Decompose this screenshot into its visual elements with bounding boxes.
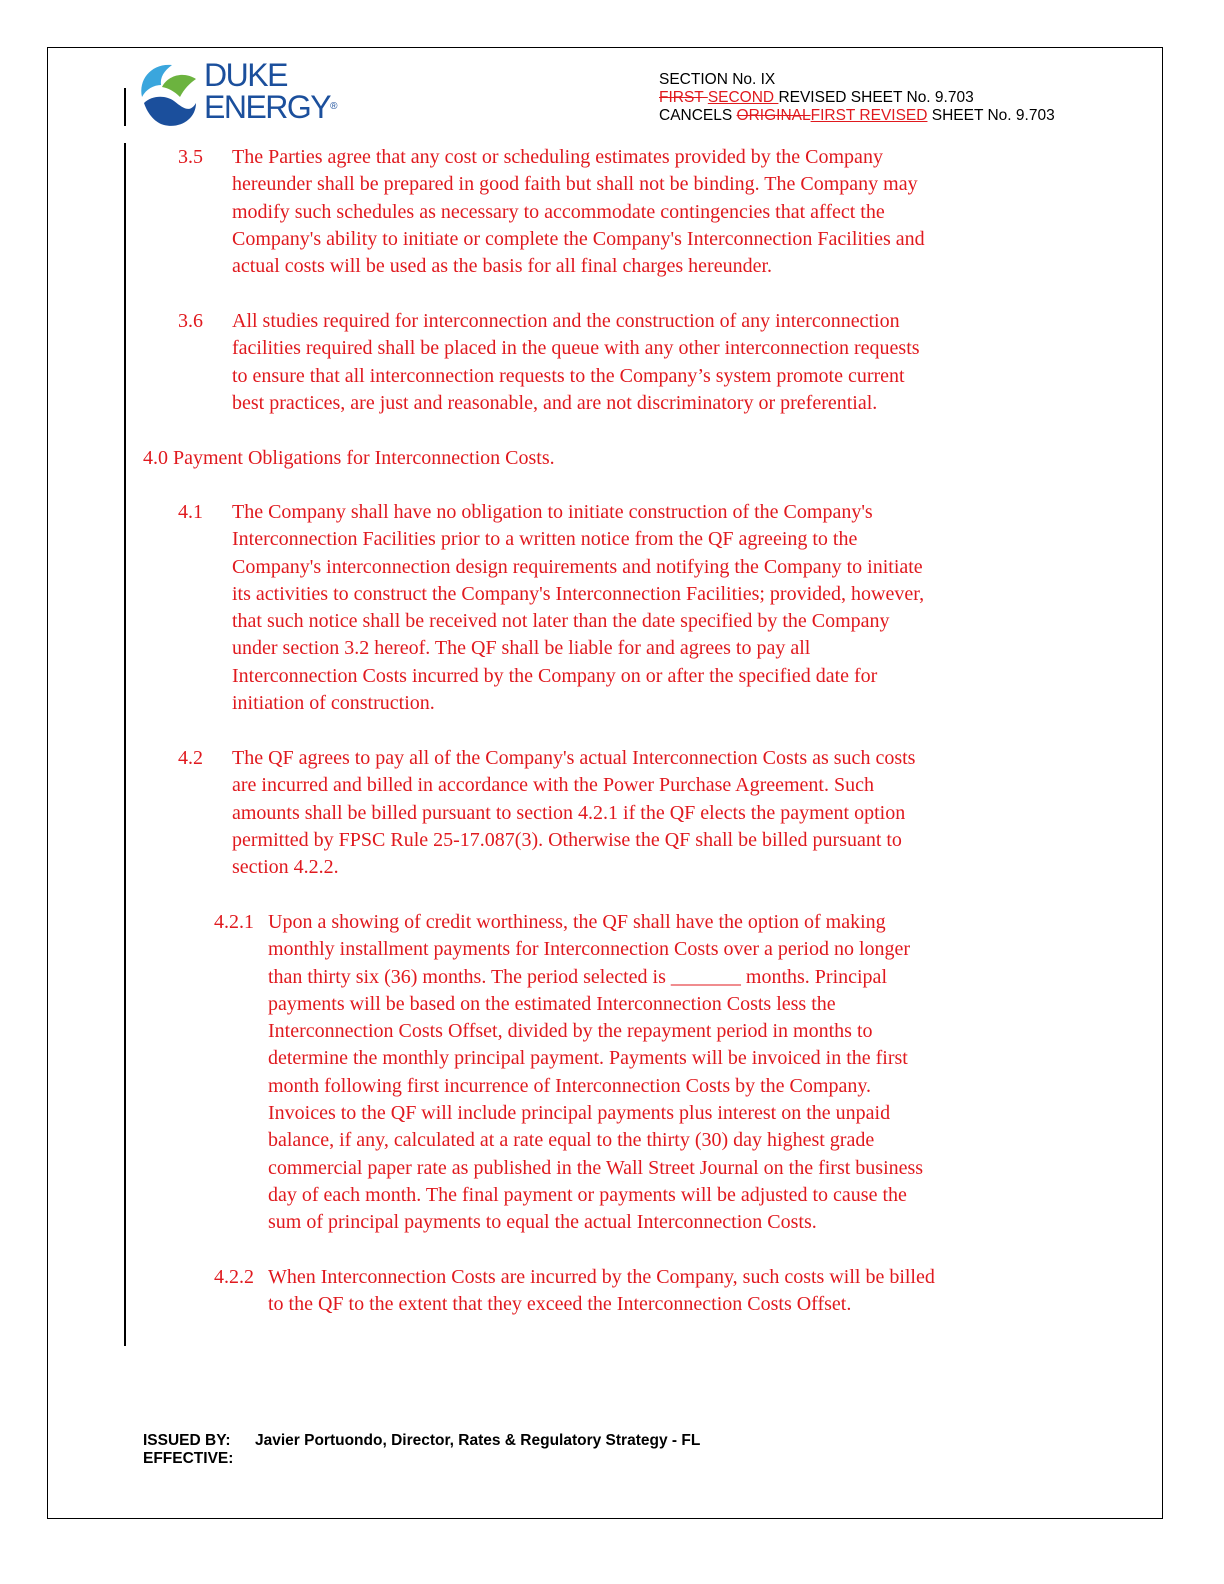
text-line: All studies required for interconnection and the construction of any interconnection (232, 310, 900, 332)
section-heading (143, 445, 555, 472)
text-line: payments will be based on the estimated Interconnection Costs less the (268, 992, 836, 1015)
cancels-prefix: CANCELS (659, 107, 737, 124)
paragraph-number: 4.1 (178, 501, 203, 523)
text-line: Invoices to the QF will include principal payments plus interest on the unpaid (268, 1102, 891, 1125)
cancels-sheet-line (659, 107, 1055, 125)
duke-energy-swirl-icon (134, 57, 200, 129)
inserted-text: SECOND (707, 89, 779, 106)
text-line: commercial paper rate as published in the Wall Street Journal on the first business (268, 1156, 924, 1179)
paragraph-number: 3.6 (178, 310, 203, 332)
paragraph-text (268, 1264, 935, 1319)
text-line: best practices, are just and reasonable, and are not discriminatory or preferential. (232, 391, 878, 414)
inserted-text: FIRST REVISED (810, 107, 928, 124)
registered-mark: ® (330, 101, 338, 112)
text-line: section 4.2.2. (232, 856, 339, 879)
text-line: initiation of construction. (232, 692, 435, 715)
text-line: actual costs will be used as the basis for all final charges hereunder. (232, 255, 773, 278)
issued-by-label: ISSUED BY: (143, 1432, 231, 1449)
issued-by-value: Javier Portuondo, Director, Rates & Regulatory Strategy - FL (255, 1432, 701, 1449)
text-line: Interconnection Facilities prior to a written notice from the QF agreeing to the (232, 528, 858, 551)
logo-word-energy-text: ENERGY (204, 89, 331, 125)
text-line: sum of principal payments to equal the actual Interconnection Costs. (268, 1211, 817, 1234)
text-line: its activities to construct the Company's Interconnection Facilities; provided, however, (232, 582, 925, 605)
text-line: to ensure that all interconnection requests to the Company’s system promote current (232, 364, 905, 387)
text-line: The Company shall have no obligation to initiate construction of the Company's (232, 501, 873, 523)
revised-sheet-line (659, 89, 1055, 107)
text-line: modify such schedules as necessary to accommodate contingencies that affect the (232, 200, 885, 223)
duke-energy-logo (134, 57, 344, 129)
text-line: Company's interconnection design requirements and notifying the Company to initiate (232, 555, 923, 578)
text-line: day of each month. The final payment or payments will be adjusted to cause the (268, 1183, 907, 1206)
paragraph-text (232, 499, 924, 717)
sheet-footer (143, 1432, 700, 1468)
text-line: balance, if any, calculated at a rate equal to the thirty (30) day highest grade (268, 1129, 875, 1152)
section-number: SECTION No. IX (659, 71, 776, 88)
text-line: 4.0 Payment Obligations for Interconnection Costs. (143, 447, 555, 469)
text-line: Upon a showing of credit worthiness, the QF shall have the option of making (268, 911, 886, 933)
text-line: that such notice shall be received not later than the date specified by the Company (232, 610, 890, 633)
logo-word-duke: DUKE (204, 57, 287, 93)
text-line: are incurred and billed in accordance with the Power Purchase Agreement. Such (232, 774, 874, 797)
sheet-header (659, 71, 1055, 125)
cancels-sheet-rest: SHEET No. 9.703 (927, 107, 1055, 124)
effective-line (143, 1450, 700, 1468)
text-line: than thirty six (36) months. The period selected is _______ months. Principal (268, 965, 887, 988)
text-line: amounts shall be billed pursuant to section 4.2.1 if the QF elects the payment option (232, 801, 906, 824)
deleted-text: FIRST (659, 89, 708, 106)
paragraph-number: 3.5 (178, 146, 203, 168)
text-line: Company's ability to initiate or complete the Company's Interconnection Facilities and (232, 227, 925, 250)
text-line: determine the monthly principal payment. Payments will be invoiced in the first (268, 1047, 908, 1070)
text-line: month following first incurrence of Interconnection Costs by the Company. (268, 1074, 872, 1097)
paragraph-text (232, 144, 925, 280)
text-line: Interconnection Costs incurred by the Company on or after the specified date for (232, 664, 878, 687)
change-bar (124, 143, 126, 1346)
logo-word-energy (204, 91, 338, 123)
text-line: facilities required shall be placed in the queue with any other interconnection requests (232, 337, 920, 360)
text-line: When Interconnection Costs are incurred by the Company, such costs will be billed (268, 1266, 935, 1288)
text-line: The Parties agree that any cost or scheduling estimates provided by the Company (232, 146, 883, 168)
deleted-text: ORIGINAL (736, 107, 811, 124)
issued-by-line (143, 1432, 700, 1450)
paragraph-text (232, 308, 920, 417)
change-bar (124, 88, 126, 126)
text-line: Interconnection Costs Offset, divided by the repayment period in months to (268, 1020, 873, 1043)
text-line: The QF agrees to pay all of the Company's actual Interconnection Costs as such costs (232, 747, 916, 769)
effective-label: EFFECTIVE: (143, 1450, 234, 1467)
paragraph-number: 4.2 (178, 747, 203, 769)
revised-sheet-rest: REVISED SHEET No. 9.703 (778, 89, 974, 106)
paragraph-text (232, 745, 915, 881)
paragraph-number: 4.2.2 (214, 1266, 254, 1288)
paragraph-number: 4.2.1 (214, 911, 254, 933)
text-line: permitted by FPSC Rule 25-17.087(3). Otherwise the QF shall be billed pursuant to (232, 828, 902, 851)
text-line: under section 3.2 hereof. The QF shall be liable for and agrees to pay all (232, 637, 811, 660)
text-line: hereunder shall be prepared in good faith but shall not be binding. The Company may (232, 173, 918, 196)
paragraph-text (268, 909, 923, 1237)
text-line: monthly installment payments for Interconnection Costs over a period no longer (268, 938, 911, 961)
text-line: to the QF to the extent that they exceed the Interconnection Costs Offset. (268, 1293, 852, 1316)
